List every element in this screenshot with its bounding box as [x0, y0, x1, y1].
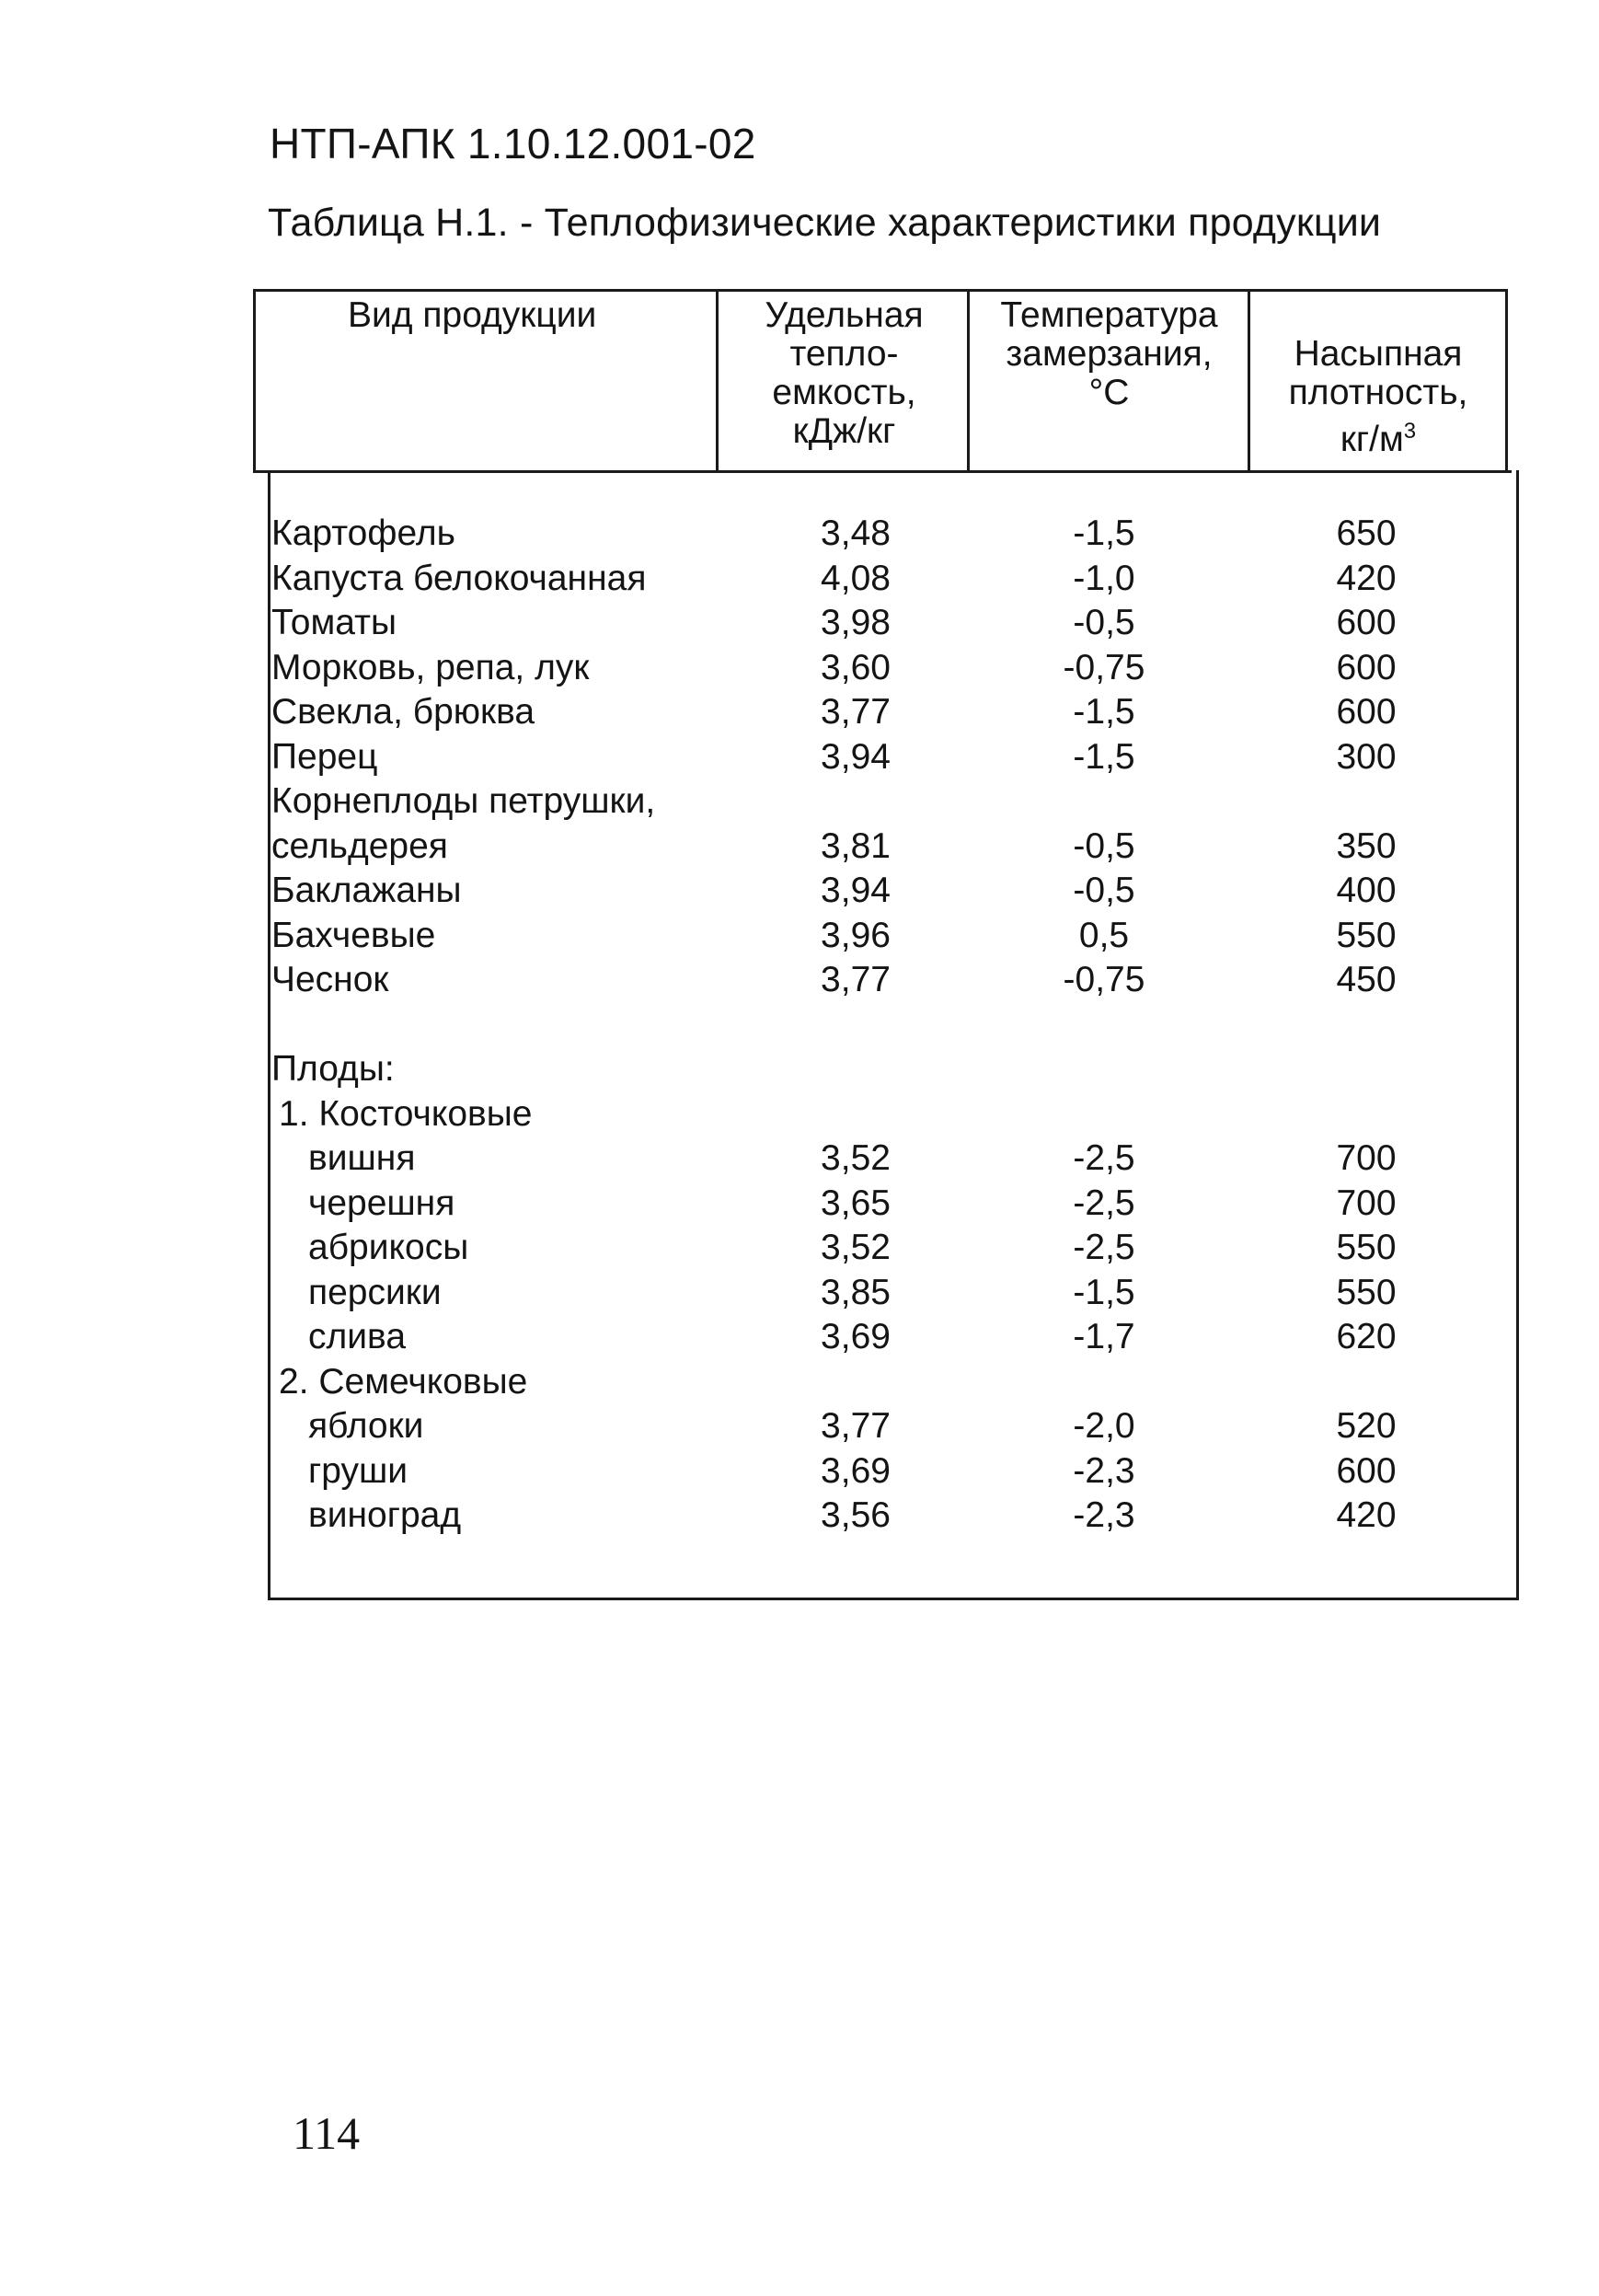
table-right-border [1505, 289, 1508, 473]
product-name: 2. Семечковые [279, 1361, 528, 1402]
product-name: 1. Косточковые [279, 1093, 533, 1134]
table-row [271, 914, 1486, 959]
product-name: Чеснок [271, 960, 389, 999]
bulk-density-value: 700 [1336, 1138, 1397, 1178]
header-bulk-density-sup: 3 [1403, 419, 1417, 444]
header-heat-capacity: Удельная тепло- емкость, кДж/кг [765, 295, 924, 451]
table-row [271, 1003, 1486, 1048]
product-name: сельдерея [271, 825, 448, 866]
heat-capacity-value: 3,48 [821, 513, 891, 553]
freezing-temp-value: -2,3 [1073, 1450, 1135, 1491]
bulk-density-value: 700 [1336, 1183, 1397, 1223]
heat-capacity-value: 3,94 [821, 871, 891, 910]
heat-capacity-value: 3,96 [821, 915, 891, 955]
product-name: Плоды: [271, 1049, 395, 1089]
table-bottom-border [268, 1598, 1519, 1600]
product-name: груши [308, 1450, 408, 1491]
body-left-border [268, 470, 270, 1600]
product-name: виноград [308, 1495, 462, 1535]
bulk-density-value: 550 [1336, 1272, 1397, 1312]
freezing-temp-value: -1,5 [1073, 736, 1135, 777]
table-row [271, 1449, 1486, 1494]
heat-capacity-value: 3,69 [821, 1317, 891, 1356]
bulk-density-value: 450 [1336, 960, 1397, 999]
heat-capacity-value: 3,69 [821, 1450, 891, 1491]
body-right-border [1516, 470, 1519, 1600]
table-row [271, 690, 1486, 735]
table-row [271, 1315, 1486, 1360]
heat-capacity-value: 3,60 [821, 647, 891, 687]
freezing-temp-value: -1,5 [1073, 692, 1135, 732]
header-freezing-temp: Температура замерзания, °С [1000, 295, 1218, 412]
bulk-density-value: 600 [1336, 692, 1397, 732]
bulk-density-value: 420 [1336, 558, 1397, 598]
product-name: Корнеплоды петрушки, [271, 781, 656, 821]
header-separator-3 [1248, 289, 1250, 473]
product-name: слива [308, 1317, 407, 1356]
freezing-temp-value: -2,5 [1073, 1228, 1135, 1267]
table-row [271, 958, 1486, 1003]
freezing-temp-value: -2,5 [1073, 1138, 1135, 1178]
heat-capacity-value: 4,08 [821, 558, 891, 598]
freezing-temp-value: -0,75 [1063, 647, 1145, 687]
table-row [271, 825, 1486, 870]
heat-capacity-value: 3,77 [821, 1406, 891, 1446]
bulk-density-value: 420 [1336, 1495, 1397, 1535]
table-row [271, 1271, 1486, 1316]
bulk-density-value: 600 [1336, 1450, 1397, 1491]
product-name: Перец [271, 736, 378, 777]
product-name: абрикосы [308, 1228, 469, 1267]
table-row [271, 1360, 1486, 1405]
freezing-temp-value: -1,0 [1073, 558, 1135, 598]
table-row [271, 735, 1486, 780]
freezing-temp-value: -0,5 [1073, 825, 1135, 866]
product-name: Бахчевые [271, 915, 436, 955]
table-row [271, 1404, 1486, 1449]
product-name: персики [308, 1272, 442, 1312]
product-name: Свекла, брюква [271, 692, 535, 732]
document-code: НТП-АПК 1.10.12.001-02 [270, 120, 756, 167]
bulk-density-value: 520 [1336, 1406, 1397, 1446]
freezing-temp-value: -0,5 [1073, 603, 1135, 642]
product-name: Баклажаны [271, 871, 462, 910]
heat-capacity-value: 3,56 [821, 1495, 891, 1535]
freezing-temp-value: -2,5 [1073, 1183, 1135, 1223]
table-row [271, 1494, 1486, 1539]
freezing-temp-value: -1,5 [1073, 513, 1135, 553]
heat-capacity-value: 3,98 [821, 603, 891, 642]
heat-capacity-value: 3,65 [821, 1183, 891, 1223]
freezing-temp-value: -0,75 [1063, 960, 1145, 999]
table-row [271, 512, 1486, 557]
table-row [271, 1047, 1486, 1092]
table-row [271, 779, 1486, 825]
table-row [271, 601, 1486, 646]
header-product: Вид продукции [348, 295, 597, 335]
product-name: яблоки [308, 1406, 424, 1446]
table-row [271, 557, 1486, 602]
product-name: Морковь, репа, лук [271, 647, 590, 687]
header-bulk-density-text: Насыпная плотность, кг/м [1288, 334, 1468, 459]
header-bottom-border [253, 470, 1512, 473]
page-number: 114 [293, 2107, 361, 2159]
freezing-temp-value: -0,5 [1073, 871, 1135, 910]
header-separator-1 [716, 289, 719, 473]
header-bulk-density [1253, 296, 1503, 459]
bulk-density-value: 350 [1336, 825, 1397, 866]
header-left-border [253, 289, 256, 473]
product-name: Капуста белокочанная [271, 558, 647, 598]
heat-capacity-value: 3,81 [821, 825, 891, 866]
bulk-density-value: 550 [1336, 1228, 1397, 1267]
heat-capacity-value: 3,94 [821, 736, 891, 777]
freezing-temp-value: -1,7 [1073, 1317, 1135, 1356]
heat-capacity-value: 3,77 [821, 960, 891, 999]
table-title: Таблица Н.1. - Теплофизические характеристики продукции [268, 201, 1382, 245]
bulk-density-value: 550 [1336, 915, 1397, 955]
product-name: вишня [308, 1138, 416, 1178]
product-name: Томаты [271, 603, 397, 642]
table-row [271, 1182, 1486, 1227]
table-row [271, 1092, 1486, 1137]
bulk-density-value: 600 [1336, 603, 1397, 642]
bulk-density-value: 400 [1336, 871, 1397, 910]
header-separator-2 [967, 289, 970, 473]
heat-capacity-value: 3,52 [821, 1138, 891, 1178]
product-name: Картофель [271, 513, 455, 553]
table-row [271, 869, 1486, 914]
table-top-border [253, 289, 1507, 292]
bulk-density-value: 600 [1336, 647, 1397, 687]
heat-capacity-value: 3,85 [821, 1272, 891, 1312]
table-row [271, 1136, 1486, 1182]
table-body [271, 512, 1486, 1539]
table-row [271, 1226, 1486, 1271]
heat-capacity-value: 3,77 [821, 692, 891, 732]
freezing-temp-value: -2,3 [1073, 1495, 1135, 1535]
freezing-temp-value: 0,5 [1078, 915, 1130, 955]
table-row [271, 646, 1486, 691]
product-name: черешня [308, 1183, 455, 1223]
bulk-density-value: 620 [1336, 1317, 1397, 1356]
heat-capacity-value: 3,52 [821, 1228, 891, 1267]
freezing-temp-value: -2,0 [1073, 1406, 1135, 1446]
freezing-temp-value: -1,5 [1073, 1272, 1135, 1312]
bulk-density-value: 650 [1336, 513, 1397, 553]
bulk-density-value: 300 [1336, 736, 1397, 777]
